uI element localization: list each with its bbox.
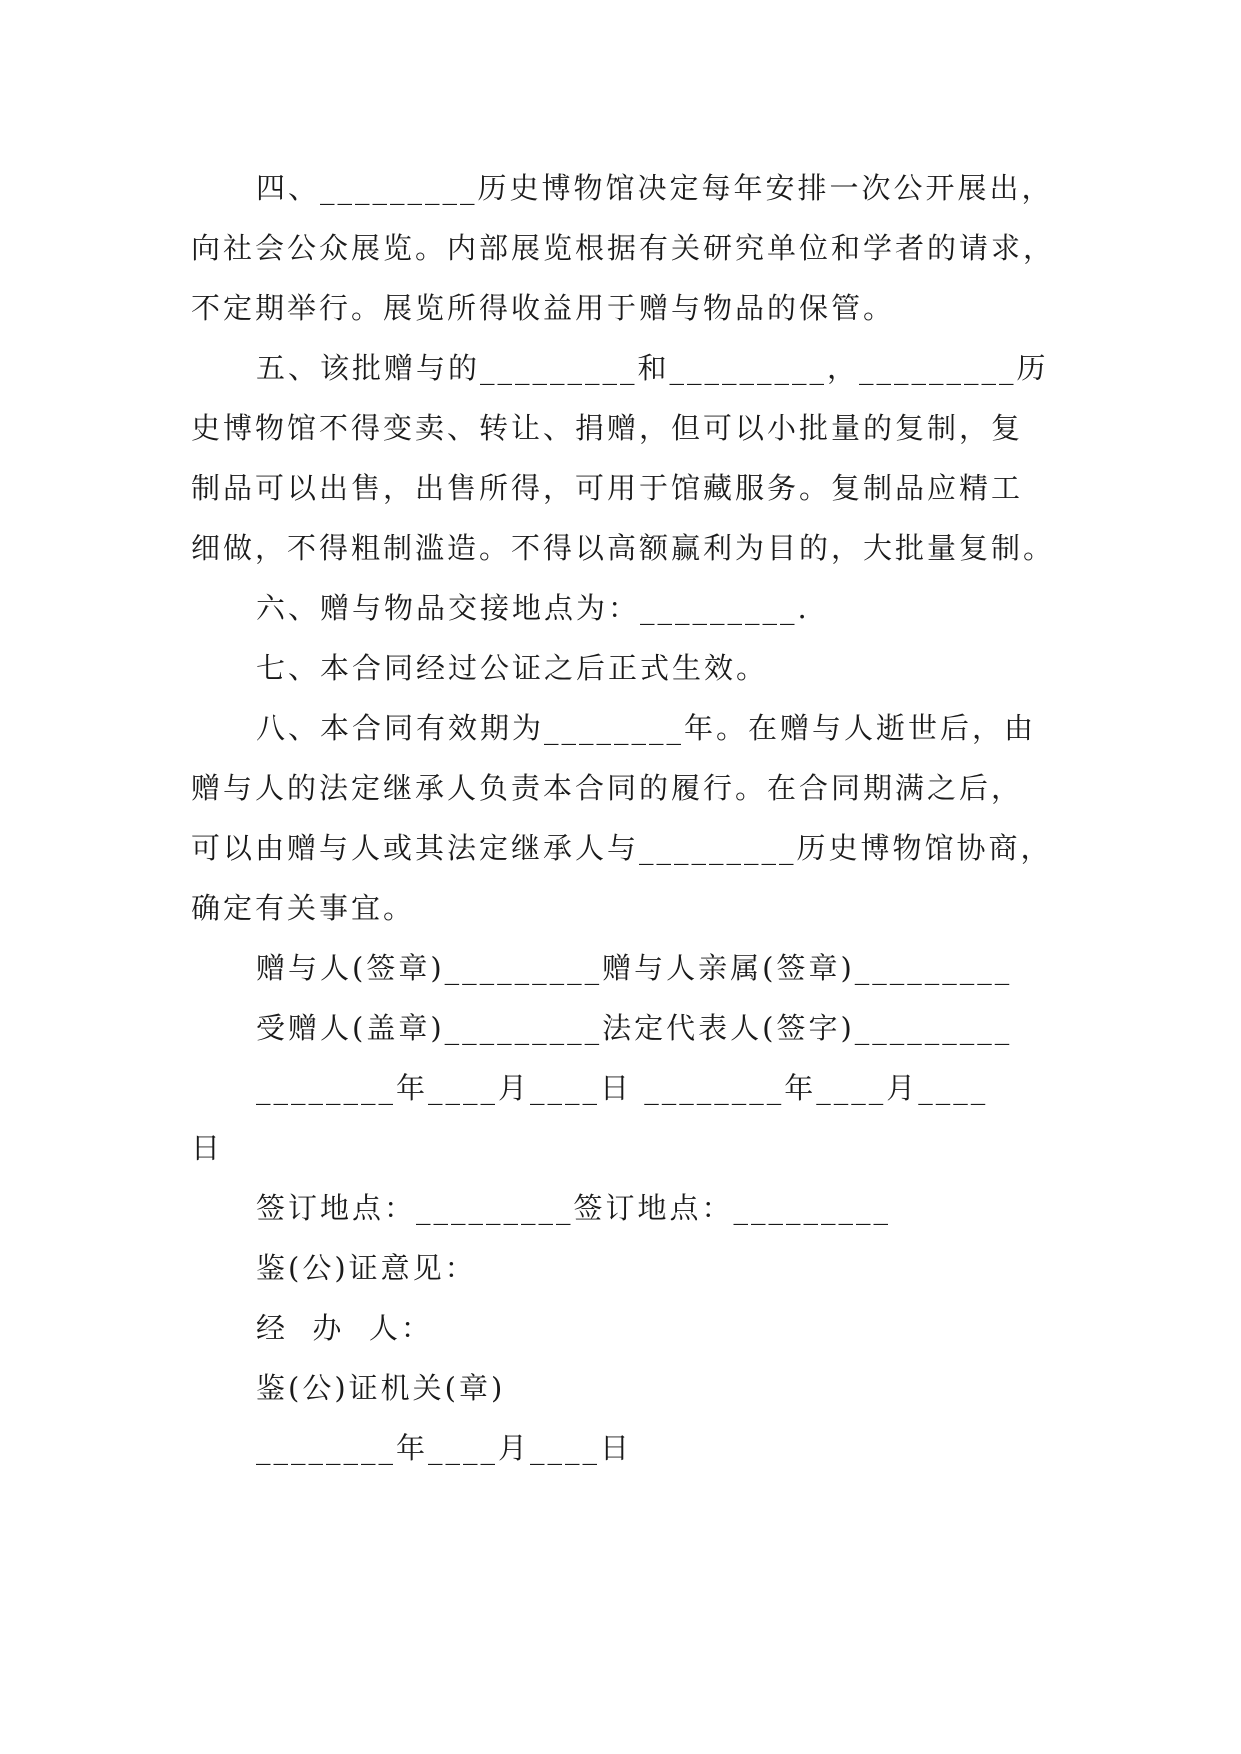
signing-date-line: ________年____月____日 ________年____月____ xyxy=(256,1071,989,1105)
recipient-signature-line: 受赠人(盖章)_________法定代表人(签字)_________ xyxy=(256,1011,1013,1045)
clause-six: 六、赠与物品交接地点为：_________. xyxy=(256,591,810,625)
signing-place-line: 签订地点：_________签订地点：_________ xyxy=(256,1191,892,1225)
notary-date-line: ________年____月____日 xyxy=(256,1431,633,1465)
clause-eight-line-2: 赠与人的法定继承人负责本合同的履行。在合同期满之后， xyxy=(191,771,1024,805)
clause-eight-line-4: 确定有关事宜。 xyxy=(191,891,416,925)
donor-signature-line: 赠与人(签章)_________赠与人亲属(签章)_________ xyxy=(256,951,1013,985)
clause-five-line-1: 五、该批赠与的_________和_________，_________历 xyxy=(256,351,1049,385)
handler-label: 经 办 人： xyxy=(256,1311,433,1345)
clause-five-line-4: 细做，不得粗制滥造。不得以高额赢利为目的，大批量复制。 xyxy=(191,531,1056,565)
clause-seven: 七、本合同经过公证之后正式生效。 xyxy=(256,651,769,685)
clause-eight-line-1: 八、本合同有效期为________年。在赠与人逝世后，由 xyxy=(256,711,1037,745)
clause-four-line-2: 向社会公众展览。内部展览根据有关研究单位和学者的请求， xyxy=(191,231,1056,265)
clause-five-line-3: 制品可以出售，出售所得，可用于馆藏服务。复制品应精工 xyxy=(191,471,1024,505)
clause-eight-line-3: 可以由赠与人或其法定继承人与_________历史博物馆协商， xyxy=(191,831,1053,865)
notary-opinion-label: 鉴(公)证意见： xyxy=(256,1251,477,1285)
clause-five-line-2: 史博物馆不得变卖、转让、捐赠，但可以小批量的复制，复 xyxy=(191,411,1024,445)
signing-date-overflow: 日 xyxy=(191,1131,224,1165)
notary-office-seal-label: 鉴(公)证机关(章) xyxy=(256,1371,506,1405)
clause-four-line-3: 不定期举行。展览所得收益用于赠与物品的保管。 xyxy=(191,291,896,325)
clause-four-line-1: 四、_________历史博物馆决定每年安排一次公开展出， xyxy=(256,171,1054,205)
